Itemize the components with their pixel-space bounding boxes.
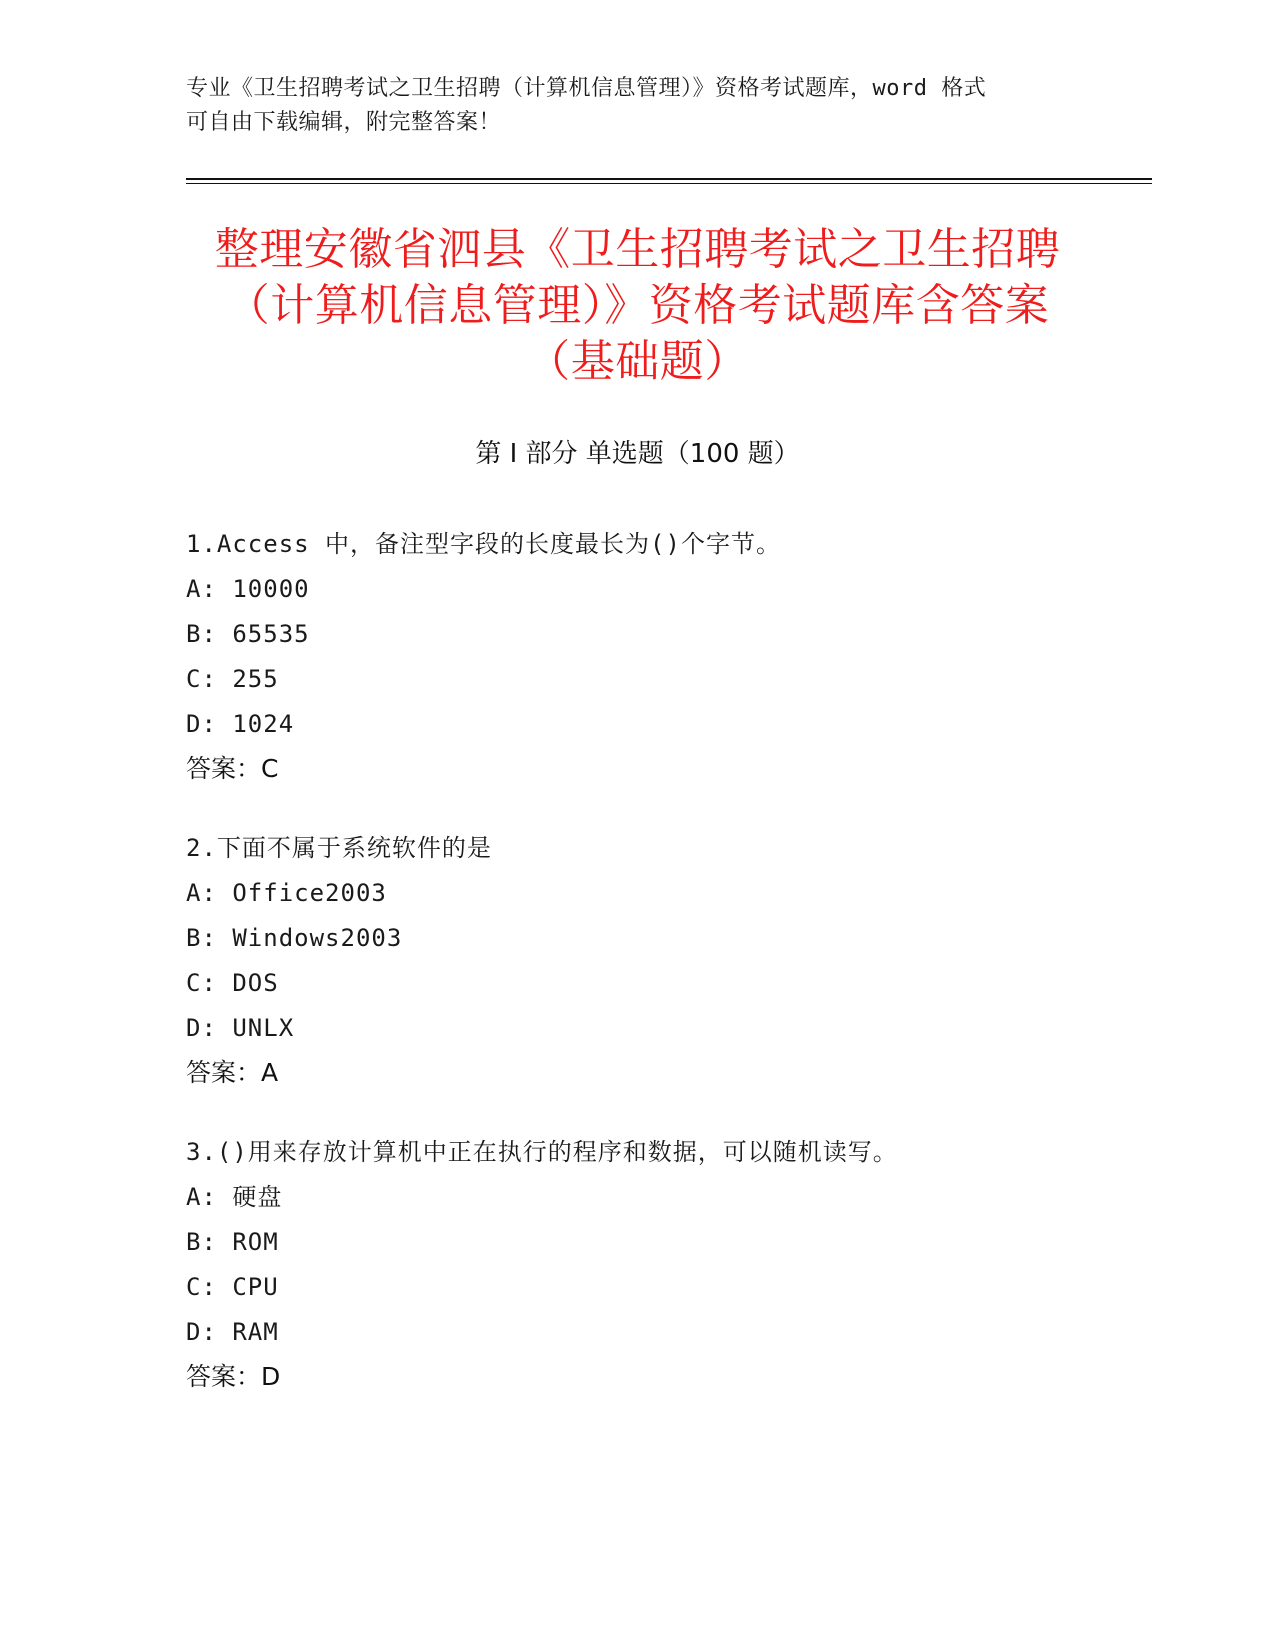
option-d: D: RAM [186,1318,279,1346]
document-title [150,222,1125,390]
option-b: B: 65535 [186,620,310,648]
header-note-line: 可自由下载编辑，附完整答案！ [186,110,502,135]
question-stem: 3.()用来存放计算机中正在执行的程序和数据，可以随机读写。 [186,1138,898,1166]
answer-line: 答案：D [186,1362,281,1391]
answer-line: 答案：C [186,754,279,783]
header-note-line: 专业《卫生招聘考试之卫生招聘（计算机信息管理）》资格考试题库，word 格式 [186,76,987,101]
option-b: B: ROM [186,1228,279,1256]
header-divider [186,183,1152,184]
option-b: B: Windows2003 [186,924,403,952]
header-note [186,72,1086,140]
option-c: C: CPU [186,1273,279,1301]
document-title-line: 整理安徽省泗县《卫生招聘考试之卫生招聘 [214,224,1061,275]
option-d: D: UNLX [186,1014,295,1042]
question-stem: 1.Access 中，备注型字段的长度最长为()个字节。 [186,530,781,558]
question-list [186,527,1146,1439]
option-c: C: DOS [186,969,279,997]
question-item [186,831,1146,1090]
document-title-line: （基础题） [526,336,749,387]
document-title-line: （计算机信息管理）》资格考试题库含答案 [225,280,1050,331]
option-a: A: 硬盘 [186,1183,283,1211]
question-stem: 2.下面不属于系统软件的是 [186,834,492,862]
option-d: D: 1024 [186,710,295,738]
question-item [186,527,1146,786]
option-c: C: 255 [186,665,279,693]
question-item [186,1135,1146,1394]
answer-line: 答案：A [186,1058,279,1087]
option-a: A: Office2003 [186,879,387,907]
header-divider [186,178,1152,180]
section-title: 第 I 部分 单选题（100 题） [475,439,800,469]
option-a: A: 10000 [186,575,310,603]
